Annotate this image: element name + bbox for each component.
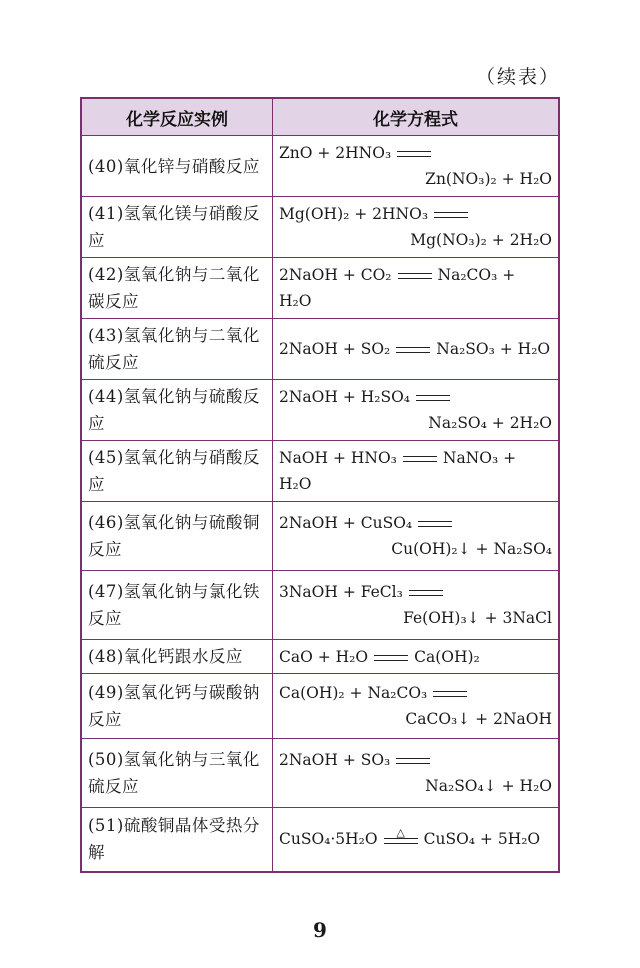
equation <box>273 136 560 197</box>
column-header-equation: 化学方程式 <box>273 98 560 136</box>
table-row <box>81 258 559 319</box>
reaction-name: (46)氢氧化钠与硫酸铜反应 <box>81 502 273 571</box>
equation <box>273 441 560 502</box>
equals-sign <box>396 347 430 353</box>
reaction-name: (50)氢氧化钠与三氧化硫反应 <box>81 739 273 808</box>
table-row <box>81 640 559 674</box>
equation <box>273 808 560 872</box>
products: Mg(NO₃)₂ + 2H₂O <box>410 231 552 249</box>
reaction-name: (47)氢氧化钠与氯化铁反应 <box>81 571 273 640</box>
equals-sign <box>434 212 468 218</box>
reaction-name: (40)氧化锌与硝酸反应 <box>81 136 273 197</box>
reactants: Ca(OH)₂ + Na₂CO₃ <box>279 684 428 702</box>
products: Cu(OH)₂↓ + Na₂SO₄ <box>391 540 552 558</box>
equation <box>273 640 560 674</box>
heat-triangle-icon: △ <box>396 825 405 839</box>
reactants: ZnO + 2HNO₃ <box>279 144 392 162</box>
reaction-name: (45)氢氧化钠与硝酸反应 <box>81 441 273 502</box>
reaction-name: (43)氢氧化钠与二氧化硫反应 <box>81 319 273 380</box>
products: Na₂SO₄ + 2H₂O <box>428 414 552 432</box>
equals-sign <box>396 758 430 764</box>
equation <box>273 319 560 380</box>
reactants: CaO + H₂O <box>279 647 369 666</box>
products: Na₂SO₄↓ + H₂O <box>425 777 552 795</box>
reaction-name: (42)氢氧化钠与二氧化碳反应 <box>81 258 273 319</box>
equation <box>273 571 560 640</box>
table-row <box>81 808 559 872</box>
heating-condition <box>384 827 418 844</box>
reaction-table <box>80 97 560 873</box>
reaction-name: (51)硫酸铜晶体受热分解 <box>81 808 273 872</box>
equals-sign <box>416 395 450 401</box>
products: CuSO₄ + 5H₂O <box>423 830 541 849</box>
reactants: 2NaOH + SO₂ <box>279 340 391 358</box>
table-row <box>81 571 559 640</box>
equation <box>273 674 560 739</box>
table-row <box>81 136 559 197</box>
products: NaNO₃ + H₂O <box>279 449 517 493</box>
equation <box>273 258 560 319</box>
reactants: 2NaOH + SO₃ <box>279 751 391 769</box>
table-row <box>81 674 559 739</box>
table-row <box>81 380 559 441</box>
equals-sign <box>409 590 443 596</box>
table-row <box>81 502 559 571</box>
reactants: NaOH + HNO₃ <box>279 449 397 467</box>
column-header-reaction: 化学反应实例 <box>81 98 273 136</box>
table-header-row <box>81 98 559 136</box>
equals-sign <box>398 273 432 279</box>
reaction-name: (41)氢氧化镁与硝酸反应 <box>81 197 273 258</box>
equals-sign <box>374 655 408 661</box>
equation <box>273 739 560 808</box>
products: Fe(OH)₃↓ + 3NaCl <box>403 609 552 627</box>
table-row <box>81 739 559 808</box>
products: Na₂CO₃ + H₂O <box>279 266 516 310</box>
products: Zn(NO₃)₂ + H₂O <box>425 170 552 188</box>
reactants: CuSO₄·5H₂O <box>279 830 378 849</box>
products: Ca(OH)₂ <box>414 647 480 666</box>
reactants: Mg(OH)₂ + 2HNO₃ <box>279 205 429 223</box>
table-row <box>81 441 559 502</box>
equals-sign <box>384 838 418 844</box>
equation <box>273 197 560 258</box>
products: CaCO₃↓ + 2NaOH <box>405 710 552 728</box>
equation <box>273 380 560 441</box>
reaction-name: (49)氢氧化钙与碳酸钠反应 <box>81 674 273 739</box>
continued-label: （续表） <box>475 66 560 88</box>
reactants: 2NaOH + H₂SO₄ <box>279 388 411 406</box>
equals-sign <box>433 691 467 697</box>
reactants: 3NaOH + FeCl₃ <box>279 583 403 601</box>
products: Na₂SO₃ + H₂O <box>436 340 551 358</box>
reactants: 2NaOH + CuSO₄ <box>279 514 413 532</box>
table-row <box>81 197 559 258</box>
table-row <box>81 319 559 380</box>
page-number: 9 <box>313 918 327 942</box>
equals-sign <box>403 456 437 462</box>
reaction-name: (44)氢氧化钠与硫酸反应 <box>81 380 273 441</box>
equals-sign <box>397 151 431 157</box>
reactants: 2NaOH + CO₂ <box>279 266 392 284</box>
equation <box>273 502 560 571</box>
equals-sign <box>418 521 452 527</box>
reaction-name: (48)氧化钙跟水反应 <box>81 640 273 674</box>
